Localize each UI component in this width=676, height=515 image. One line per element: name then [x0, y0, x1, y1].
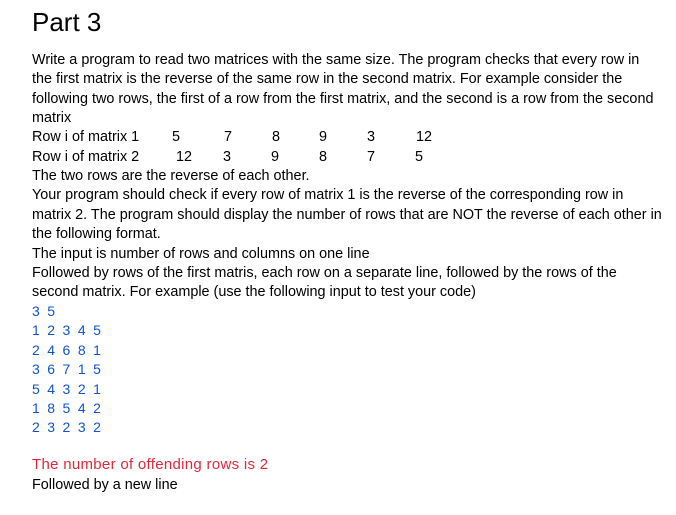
explanation-line: Followed by rows of the first matris, each row on a separate line, followed by the rows of the second matrix. For example (use the following input to test your code)	[32, 265, 617, 301]
row-value: 9	[271, 148, 280, 165]
sample-input-line: 3 5	[32, 303, 57, 319]
sample-input-line: 3 6 7 1 5	[32, 361, 103, 378]
row-value: 9	[319, 129, 328, 145]
explanation-line: Your program should check if every row of matrix 1 is the reverse of the corresponding row in matrix 2. The program should display the number of rows that are NOT the reverse of each other in the following format.	[32, 187, 662, 243]
row-value: 12	[416, 129, 433, 145]
row-value: 7	[367, 148, 376, 165]
row-label: Row i of matrix 2	[32, 148, 140, 165]
sample-input-line: 2 4 6 8 1	[32, 341, 103, 358]
sample-input-line: 1 2 3 4 5	[32, 322, 103, 339]
intro-paragraph: Write a program to read two matrices with the same size. The program checks that every row in the first matrix is the reverse of the same row in the second matrix. For example consider the following two rows, the first of a row from the first matrix, and the second is a row from the second matrix	[32, 52, 654, 127]
sample-input-line: 5 4 3 2 1	[32, 380, 103, 397]
row-value: 5	[415, 148, 424, 165]
sample-output: The number of offending rows is 2	[32, 456, 269, 473]
sample-input-line: 2 3 2 3 2	[32, 419, 103, 436]
trailing-note: Followed by a new line	[32, 477, 178, 493]
explanation-block	[32, 167, 662, 303]
row-value: 3	[223, 148, 232, 165]
explanation-line: The two rows are the reverse of each other.	[32, 168, 310, 184]
row-value: 8	[319, 148, 328, 165]
row-label: Row i of matrix 1	[32, 129, 140, 145]
row-value: 8	[272, 129, 281, 145]
sample-input-block	[32, 302, 103, 438]
sample-input-line: 1 8 5 4 2	[32, 400, 103, 417]
row-value: 7	[224, 129, 233, 145]
row-value: 5	[172, 129, 181, 145]
page-title: Part 3	[32, 7, 102, 37]
explanation-line: The input is number of rows and columns on one line	[32, 245, 370, 262]
row-value: 3	[367, 129, 376, 145]
row-value: 12	[176, 148, 193, 165]
